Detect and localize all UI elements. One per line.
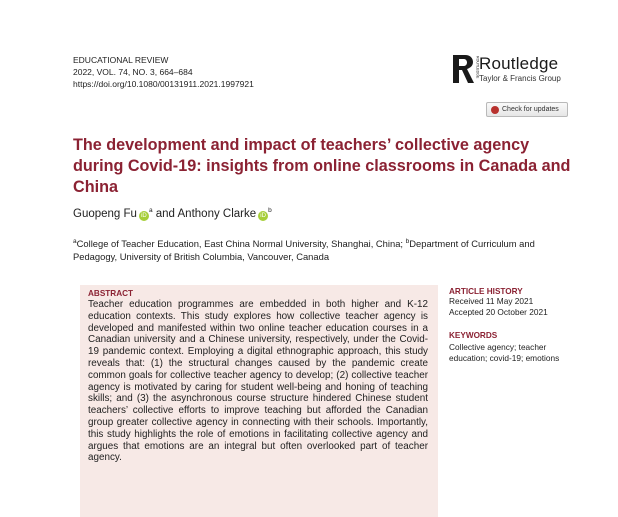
article-sidebar [449,287,579,364]
crossmark-icon [491,106,499,114]
author-affil-mark: a [148,207,153,214]
publisher-group: Taylor & Francis Group [479,74,561,83]
affiliation-b: Department of Curriculum and Pedagogy, University of British Columbia, Vancouver, Canada [73,238,535,263]
author-joiner: and [155,207,175,220]
journal-volume: 2022, VOL. 74, NO. 3, 664–684 [73,67,193,77]
keywords-heading: KEYWORDS [449,331,498,340]
affil-mark-b: b [405,238,410,245]
orcid-icon[interactable]: iD [139,211,149,221]
journal-doi[interactable]: https://doi.org/10.1080/00131911.2021.1997921 [73,79,254,89]
article-title: The development and impact of teachers’ collective agency during Covid-19: insights from online classrooms in Canada and China [73,136,571,196]
keywords-text: Collective agency; teacher education; covid-19; emotions [449,342,560,363]
author-list [73,207,272,221]
routledge-logo-icon [451,53,480,85]
author-name[interactable]: Guopeng Fu [73,207,137,220]
publisher-mark-text: ROUTLEDGE [475,56,480,79]
abstract-box [80,285,438,517]
author-name[interactable]: Anthony Clarke [177,207,257,220]
publisher-logo [451,53,581,85]
journal-info [73,54,254,90]
orcid-icon[interactable]: iD [258,211,268,221]
abstract-heading: ABSTRACT [88,289,134,298]
received-date: Received 11 May 2021 [449,296,534,306]
check-for-updates-button[interactable] [486,102,568,117]
affil-mark-a: a [73,238,77,245]
author-affil-mark: b [268,207,272,214]
article-history-heading: ARTICLE HISTORY [449,287,523,296]
accepted-date: Accepted 20 October 2021 [449,307,548,317]
affiliation-a: College of Teacher Education, East China Normal University, Shanghai, China; [76,238,404,250]
affiliations [73,235,573,263]
check-for-updates-label: Check for updates [502,106,559,113]
abstract-text: Teacher education programmes are embedded in both higher and K-12 education contexts. This study explores how collective teacher agency is developed and manifested within two online teacher education courses in a Canadian university and a Chinese university, respectively, under the Covid-19 pandemic context. Employing a digital ethnographic approach, this study reveals that: (1) the structural changes caused by the pandemic create common goals for collective teacher agency to develop; (2) collective teacher agency is motivated by caring for student well-being and honing of teaching skills; and (3) the asynchronous course structure hindered Chinese student teachers’ collective efforts to improve teaching but afforded the Canadian group greater collective agency in connecting with their schools. Importantly, this study highlights the role of emotions in facilitating collective agency and argues that emotions are an integral but often overlooked part of teacher agency. [88,299,428,464]
publisher-name: Routledge [479,54,559,73]
journal-name: EDUCATIONAL REVIEW [73,55,169,65]
